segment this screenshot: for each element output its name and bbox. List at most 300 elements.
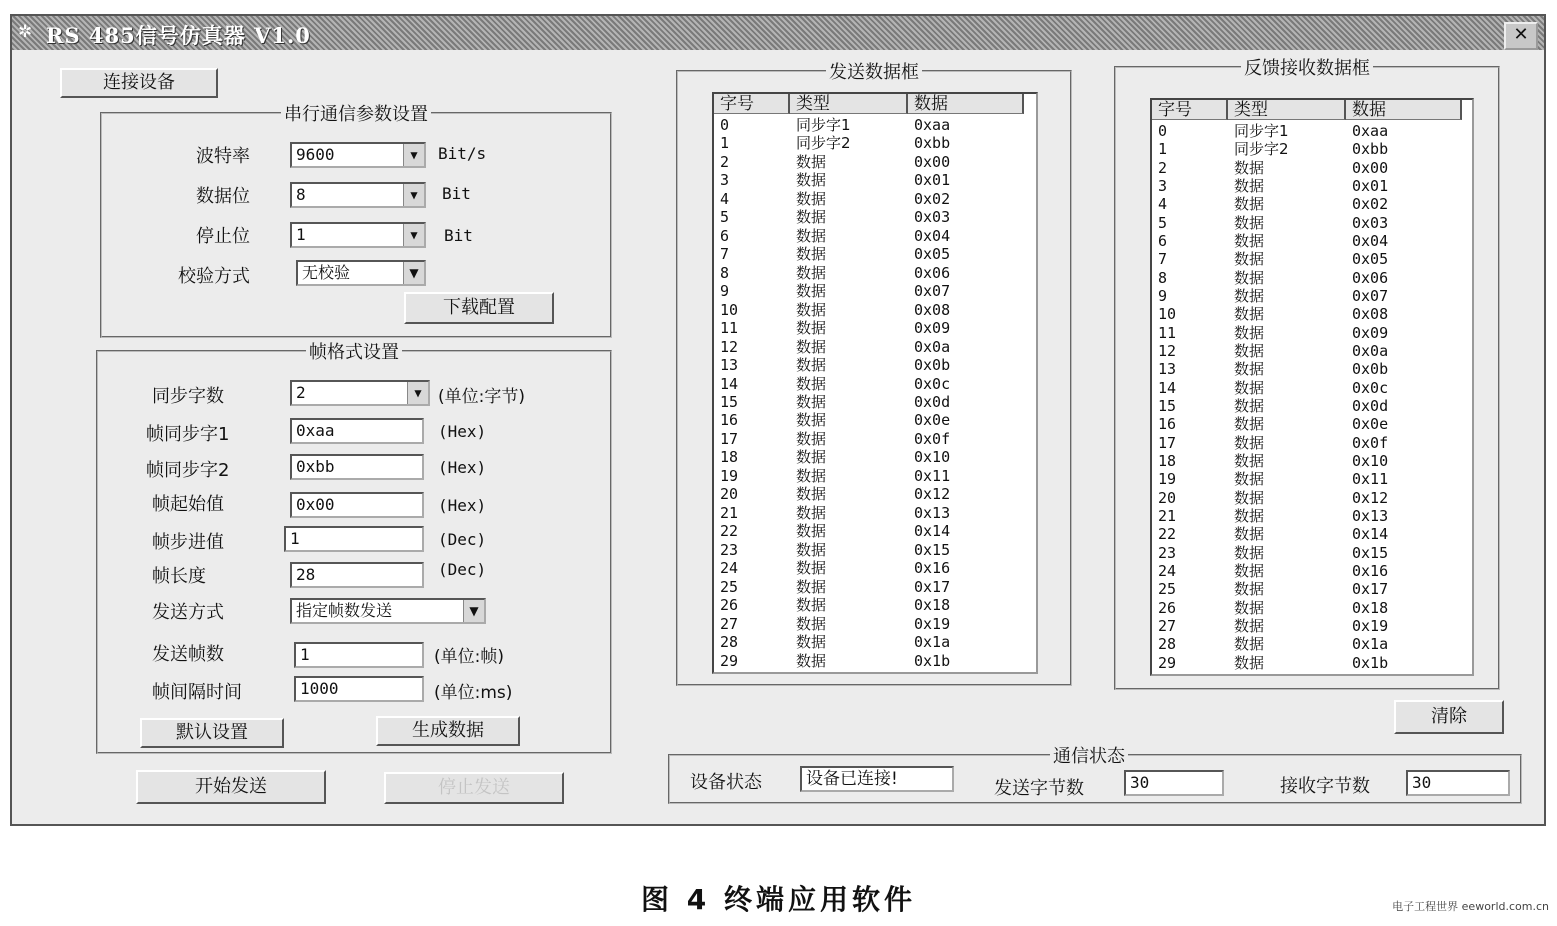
row-data: 0x02 <box>914 189 951 208</box>
list-item[interactable] <box>714 467 1036 485</box>
row-type: 数据 <box>796 448 827 467</box>
list-item[interactable] <box>1152 287 1472 305</box>
list-item[interactable] <box>714 485 1036 503</box>
list-item[interactable] <box>1152 360 1472 378</box>
row-data: 0x06 <box>1352 268 1389 287</box>
figure-caption: 图 4 终端应用软件 <box>641 883 916 916</box>
column-header-index[interactable]: 字号 <box>1152 100 1228 120</box>
sync2-label: 帧同步字2 <box>146 460 230 481</box>
frame-settings-group <box>96 342 612 754</box>
row-data: 0x0e <box>1352 415 1389 434</box>
row-data: 0x14 <box>914 522 951 541</box>
list-item[interactable] <box>714 652 1036 670</box>
row-type: 同步字2 <box>796 134 851 153</box>
row-type: 同步字1 <box>796 116 851 134</box>
list-item[interactable] <box>1152 544 1472 562</box>
row-data: 0x04 <box>1352 232 1389 250</box>
list-item[interactable] <box>1152 452 1472 470</box>
row-data: 0x04 <box>914 226 951 245</box>
row-type: 同步字1 <box>1234 122 1289 140</box>
row-data: 0x19 <box>914 614 951 633</box>
clear-button[interactable]: 清除 <box>1394 700 1504 734</box>
stopbits-label: 停止位 <box>196 226 250 247</box>
row-data: 0x12 <box>1352 488 1389 507</box>
row-type: 数据 <box>1234 580 1265 599</box>
row-data: 0x08 <box>1352 305 1389 324</box>
row-data: 0x1a <box>1352 635 1389 654</box>
row-index: 11 <box>720 319 739 338</box>
row-index: 17 <box>720 429 739 448</box>
row-type: 数据 <box>1234 415 1265 434</box>
row-data: 0x08 <box>914 300 951 319</box>
row-type: 数据 <box>796 226 827 245</box>
list-item[interactable] <box>1152 122 1472 140</box>
row-index: 23 <box>720 540 739 559</box>
row-index: 9 <box>720 282 730 301</box>
row-data: 0x07 <box>1352 287 1389 305</box>
row-data: 0x09 <box>1352 323 1389 342</box>
list-item[interactable] <box>714 227 1036 245</box>
row-type: 数据 <box>1234 488 1265 507</box>
row-index: 21 <box>1158 507 1177 525</box>
row-index: 16 <box>720 411 739 430</box>
sync-count-label: 同步字数 <box>152 386 224 407</box>
row-data: 0x13 <box>1352 507 1389 525</box>
row-type: 数据 <box>796 540 827 559</box>
list-item[interactable] <box>1152 379 1472 397</box>
status-title: 通信状态 <box>1050 746 1128 767</box>
list-item[interactable] <box>714 190 1036 208</box>
row-index: 27 <box>720 614 739 633</box>
sync2-input[interactable]: 0xbb <box>290 454 424 480</box>
frame-length-unit: (Dec) <box>438 560 487 579</box>
row-index: 26 <box>720 596 739 615</box>
list-item[interactable] <box>1152 214 1472 232</box>
row-index: 25 <box>720 577 739 596</box>
list-item[interactable] <box>1152 232 1472 250</box>
list-item[interactable] <box>1152 269 1472 287</box>
start-value-input[interactable]: 0x00 <box>290 492 424 518</box>
list-item[interactable] <box>1152 159 1472 177</box>
baud-label: 波特率 <box>196 146 250 167</box>
row-index: 13 <box>720 356 739 375</box>
chevron-down-icon[interactable]: ▼ <box>407 382 428 404</box>
interval-label: 帧间隔时间 <box>152 682 242 703</box>
row-type: 数据 <box>1234 177 1265 195</box>
row-data: 0x01 <box>1352 177 1389 195</box>
close-icon: ✕ <box>1513 24 1529 45</box>
list-item[interactable] <box>1152 654 1472 672</box>
send-mode-value: 指定帧数发送 <box>296 601 393 620</box>
list-item[interactable] <box>714 208 1036 226</box>
row-type: 数据 <box>796 282 827 301</box>
row-type: 数据 <box>1234 525 1265 544</box>
receive-data-title: 反馈接收数据框 <box>1241 58 1373 79</box>
sync1-input[interactable]: 0xaa <box>290 418 424 444</box>
row-type: 数据 <box>1234 232 1265 250</box>
sync-count-select[interactable] <box>290 380 430 406</box>
row-data: 0x16 <box>1352 562 1389 580</box>
list-item[interactable] <box>714 153 1036 171</box>
parity-select[interactable] <box>296 260 426 286</box>
list-item[interactable] <box>1152 177 1472 195</box>
row-type: 同步字2 <box>1234 140 1289 159</box>
step-value-label: 帧步进值 <box>152 532 224 553</box>
row-index: 27 <box>1158 617 1177 635</box>
databits-value: 8 <box>296 185 306 204</box>
row-index: 0 <box>720 116 730 134</box>
sent-bytes-field: 30 <box>1124 770 1224 796</box>
send-data-title: 发送数据框 <box>826 62 922 83</box>
row-index: 12 <box>720 337 739 356</box>
row-type: 数据 <box>1234 562 1265 580</box>
row-type: 数据 <box>796 152 827 171</box>
row-index: 4 <box>1158 195 1168 214</box>
list-item[interactable] <box>714 116 1036 134</box>
row-data: 0x12 <box>914 485 951 504</box>
list-item[interactable] <box>714 559 1036 577</box>
row-type: 数据 <box>1234 378 1265 397</box>
row-index: 2 <box>1158 158 1168 177</box>
row-index: 19 <box>1158 470 1177 489</box>
row-index: 1 <box>720 134 730 153</box>
row-index: 24 <box>720 559 739 578</box>
row-index: 24 <box>1158 562 1177 580</box>
row-data: 0x06 <box>914 263 951 282</box>
list-item[interactable] <box>714 430 1036 448</box>
row-type: 数据 <box>796 522 827 541</box>
row-type: 数据 <box>1234 360 1265 379</box>
databits-unit: Bit <box>442 184 471 203</box>
row-data: 0x1a <box>914 633 951 652</box>
send-mode-label: 发送方式 <box>152 602 224 623</box>
row-data: 0x0c <box>914 374 951 393</box>
row-type: 数据 <box>796 411 827 430</box>
list-item[interactable] <box>714 633 1036 651</box>
row-index: 11 <box>1158 323 1177 342</box>
list-item[interactable] <box>714 375 1036 393</box>
row-index: 14 <box>720 374 739 393</box>
frame-count-unit: (单位:帧) <box>434 647 504 667</box>
row-type: 数据 <box>796 208 827 227</box>
row-type: 数据 <box>796 429 827 448</box>
row-index: 5 <box>1158 213 1168 232</box>
row-type: 数据 <box>796 319 827 338</box>
list-item[interactable] <box>1152 324 1472 342</box>
row-index: 14 <box>1158 378 1177 397</box>
row-type: 数据 <box>796 466 827 485</box>
list-item[interactable] <box>714 522 1036 540</box>
row-index: 21 <box>720 503 739 522</box>
row-data: 0x1b <box>914 651 951 670</box>
list-item[interactable] <box>1152 580 1472 598</box>
frame-count-input[interactable]: 1 <box>294 642 424 668</box>
list-item[interactable] <box>1152 305 1472 323</box>
list-item[interactable] <box>1152 342 1472 360</box>
row-data: 0x05 <box>914 245 951 264</box>
row-type: 数据 <box>1234 305 1265 324</box>
list-item[interactable] <box>714 301 1036 319</box>
row-type: 数据 <box>796 171 827 190</box>
row-index: 10 <box>720 300 739 319</box>
row-data: 0x0d <box>914 393 951 411</box>
sync1-unit: (Hex) <box>438 422 487 441</box>
app-icon: ✲ <box>18 22 33 42</box>
chevron-down-icon[interactable]: ▼ <box>403 262 424 284</box>
watermark-logo: 电子工程世界 eeworld.com.cn <box>1392 900 1549 913</box>
row-index: 9 <box>1158 287 1168 305</box>
row-type: 数据 <box>796 300 827 319</box>
row-type: 数据 <box>796 559 827 578</box>
send-list-header <box>714 94 1036 114</box>
row-index: 8 <box>1158 268 1168 287</box>
device-status-field: 设备已连接! <box>800 766 954 792</box>
row-index: 25 <box>1158 580 1177 599</box>
close-button[interactable] <box>1504 22 1538 50</box>
row-data: 0x13 <box>914 503 951 522</box>
list-item[interactable] <box>1152 434 1472 452</box>
list-item[interactable] <box>714 338 1036 356</box>
start-value-unit: (Hex) <box>438 496 487 515</box>
list-item[interactable] <box>1152 195 1472 213</box>
row-index: 28 <box>720 633 739 652</box>
row-type: 数据 <box>796 485 827 504</box>
row-type: 数据 <box>1234 397 1265 415</box>
row-data: 0x0a <box>1352 342 1389 360</box>
row-data: 0xaa <box>1352 122 1389 140</box>
sync2-unit: (Hex) <box>438 458 487 477</box>
list-item[interactable] <box>714 319 1036 337</box>
start-send-button[interactable]: 开始发送 <box>136 770 326 804</box>
row-type: 数据 <box>1234 342 1265 360</box>
row-data: 0x0d <box>1352 397 1389 415</box>
row-index: 0 <box>1158 122 1168 140</box>
send-data-list[interactable] <box>712 92 1038 674</box>
row-data: 0x02 <box>1352 195 1389 214</box>
column-header-type[interactable]: 类型 <box>790 94 908 114</box>
row-index: 20 <box>720 485 739 504</box>
row-type: 数据 <box>1234 287 1265 305</box>
list-item[interactable] <box>714 393 1036 411</box>
row-data: 0x1b <box>1352 653 1389 672</box>
list-item[interactable] <box>714 578 1036 596</box>
list-item[interactable] <box>714 541 1036 559</box>
row-data: 0x15 <box>1352 543 1389 562</box>
list-item[interactable] <box>1152 507 1472 525</box>
row-data: 0xbb <box>914 134 951 153</box>
row-data: 0x17 <box>1352 580 1389 599</box>
status-group <box>668 746 1522 804</box>
interval-unit: (单位:ms) <box>434 683 513 703</box>
chevron-down-icon[interactable]: ▼ <box>403 184 424 206</box>
default-settings-button[interactable]: 默认设置 <box>140 718 284 748</box>
stop-send-button[interactable]: 停止发送 <box>384 772 564 804</box>
row-index: 29 <box>1158 653 1177 672</box>
chevron-down-icon[interactable]: ▼ <box>463 600 484 622</box>
list-item[interactable] <box>714 245 1036 263</box>
list-item[interactable] <box>714 282 1036 300</box>
row-index: 13 <box>1158 360 1177 379</box>
baud-unit: Bit/s <box>438 144 487 163</box>
row-type: 数据 <box>796 263 827 282</box>
list-item[interactable] <box>714 596 1036 614</box>
row-index: 23 <box>1158 543 1177 562</box>
row-data: 0x00 <box>1352 158 1389 177</box>
row-index: 12 <box>1158 342 1177 360</box>
title-bar[interactable] <box>12 16 1544 50</box>
row-type: 数据 <box>796 374 827 393</box>
row-type: 数据 <box>796 393 827 411</box>
list-item[interactable] <box>1152 562 1472 580</box>
send-data-group <box>676 62 1072 686</box>
list-item[interactable] <box>1152 599 1472 617</box>
list-item[interactable] <box>1152 415 1472 433</box>
list-item[interactable] <box>714 264 1036 282</box>
sent-bytes-label: 发送字节数 <box>994 778 1084 799</box>
row-data: 0x10 <box>914 448 951 467</box>
row-type: 数据 <box>1234 598 1265 617</box>
row-index: 18 <box>720 448 739 467</box>
row-index: 16 <box>1158 415 1177 434</box>
row-index: 5 <box>720 208 730 227</box>
row-index: 4 <box>720 189 730 208</box>
row-type: 数据 <box>796 356 827 375</box>
row-data: 0x19 <box>1352 617 1389 635</box>
row-data: 0x0a <box>914 337 951 356</box>
list-item[interactable] <box>1152 617 1472 635</box>
row-data: 0x0f <box>914 429 951 448</box>
row-type: 数据 <box>1234 433 1265 452</box>
row-index: 22 <box>1158 525 1177 544</box>
row-type: 数据 <box>796 596 827 615</box>
list-item[interactable] <box>714 504 1036 522</box>
row-data: 0x14 <box>1352 525 1389 544</box>
row-data: 0x0c <box>1352 378 1389 397</box>
row-data: 0x03 <box>1352 213 1389 232</box>
row-type: 数据 <box>1234 323 1265 342</box>
row-type: 数据 <box>796 577 827 596</box>
baud-value: 9600 <box>296 145 335 164</box>
list-item[interactable] <box>714 615 1036 633</box>
row-data: 0xaa <box>914 116 951 134</box>
row-data: 0x18 <box>1352 598 1389 617</box>
window-title: RS 485信号仿真器 V1.0 <box>46 23 311 48</box>
row-index: 15 <box>1158 397 1177 415</box>
step-value-unit: (Dec) <box>438 530 487 549</box>
chevron-down-icon[interactable]: ▼ <box>403 144 424 166</box>
generate-data-button[interactable]: 生成数据 <box>376 716 520 746</box>
row-data: 0x05 <box>1352 250 1389 269</box>
frame-length-input[interactable]: 28 <box>290 562 424 588</box>
row-index: 18 <box>1158 452 1177 470</box>
row-index: 22 <box>720 522 739 541</box>
databits-select[interactable] <box>290 182 426 208</box>
list-item[interactable] <box>714 411 1036 429</box>
download-config-button[interactable]: 下载配置 <box>404 292 554 324</box>
row-index: 6 <box>1158 232 1168 250</box>
row-type: 数据 <box>796 503 827 522</box>
app-window <box>10 14 1546 826</box>
list-item[interactable] <box>1152 140 1472 158</box>
row-index: 15 <box>720 393 739 411</box>
list-item[interactable] <box>714 134 1036 152</box>
list-item[interactable] <box>1152 397 1472 415</box>
row-data: 0x07 <box>914 282 951 301</box>
frame-count-label: 发送帧数 <box>152 644 224 665</box>
sync1-label: 帧同步字1 <box>146 424 230 445</box>
stopbits-select[interactable] <box>290 222 426 248</box>
row-data: 0x0b <box>1352 360 1389 379</box>
row-type: 数据 <box>1234 635 1265 654</box>
row-type: 数据 <box>1234 213 1265 232</box>
serial-settings-title: 串行通信参数设置 <box>281 104 431 125</box>
parity-label: 校验方式 <box>178 266 250 287</box>
row-index: 7 <box>720 245 730 264</box>
row-index: 20 <box>1158 488 1177 507</box>
row-data: 0x10 <box>1352 452 1389 470</box>
device-status-label: 设备状态 <box>690 772 762 793</box>
list-item[interactable] <box>1152 635 1472 653</box>
list-item[interactable] <box>1152 250 1472 268</box>
row-index: 29 <box>720 651 739 670</box>
list-item[interactable] <box>714 448 1036 466</box>
list-item[interactable] <box>714 171 1036 189</box>
row-index: 1 <box>1158 140 1168 159</box>
frame-settings-title: 帧格式设置 <box>306 342 402 363</box>
list-item[interactable] <box>714 356 1036 374</box>
send-mode-select[interactable] <box>290 598 486 624</box>
databits-label: 数据位 <box>196 186 250 207</box>
interval-input[interactable]: 1000 <box>294 676 424 702</box>
row-index: 8 <box>720 263 730 282</box>
row-type: 数据 <box>1234 268 1265 287</box>
chevron-down-icon[interactable]: ▼ <box>403 224 424 246</box>
row-index: 17 <box>1158 433 1177 452</box>
row-type: 数据 <box>1234 250 1265 269</box>
row-index: 6 <box>720 226 730 245</box>
list-item[interactable] <box>1152 525 1472 543</box>
row-index: 26 <box>1158 598 1177 617</box>
row-data: 0x09 <box>914 319 951 338</box>
row-type: 数据 <box>796 614 827 633</box>
column-header-data[interactable]: 数据 <box>1346 100 1462 120</box>
column-header-data[interactable]: 数据 <box>908 94 1024 114</box>
list-item[interactable] <box>1152 489 1472 507</box>
received-bytes-field: 30 <box>1406 770 1510 796</box>
column-header-type[interactable]: 类型 <box>1228 100 1346 120</box>
row-type: 数据 <box>1234 452 1265 470</box>
serial-settings-group <box>100 104 612 338</box>
row-index: 10 <box>1158 305 1177 324</box>
row-type: 数据 <box>796 337 827 356</box>
baud-select[interactable] <box>290 142 426 168</box>
connect-button[interactable]: 连接设备 <box>60 68 218 98</box>
list-item[interactable] <box>1152 470 1472 488</box>
row-data: 0x00 <box>914 152 951 171</box>
column-header-index[interactable]: 字号 <box>714 94 790 114</box>
receive-data-list[interactable] <box>1150 98 1474 676</box>
row-data: 0xbb <box>1352 140 1389 159</box>
row-type: 数据 <box>1234 195 1265 214</box>
row-data: 0x0e <box>914 411 951 430</box>
row-index: 2 <box>720 152 730 171</box>
row-type: 数据 <box>1234 507 1265 525</box>
step-value-input[interactable]: 1 <box>284 526 424 552</box>
row-type: 数据 <box>796 651 827 670</box>
row-type: 数据 <box>1234 653 1265 672</box>
stopbits-unit: Bit <box>444 226 473 245</box>
row-index: 3 <box>1158 177 1168 195</box>
